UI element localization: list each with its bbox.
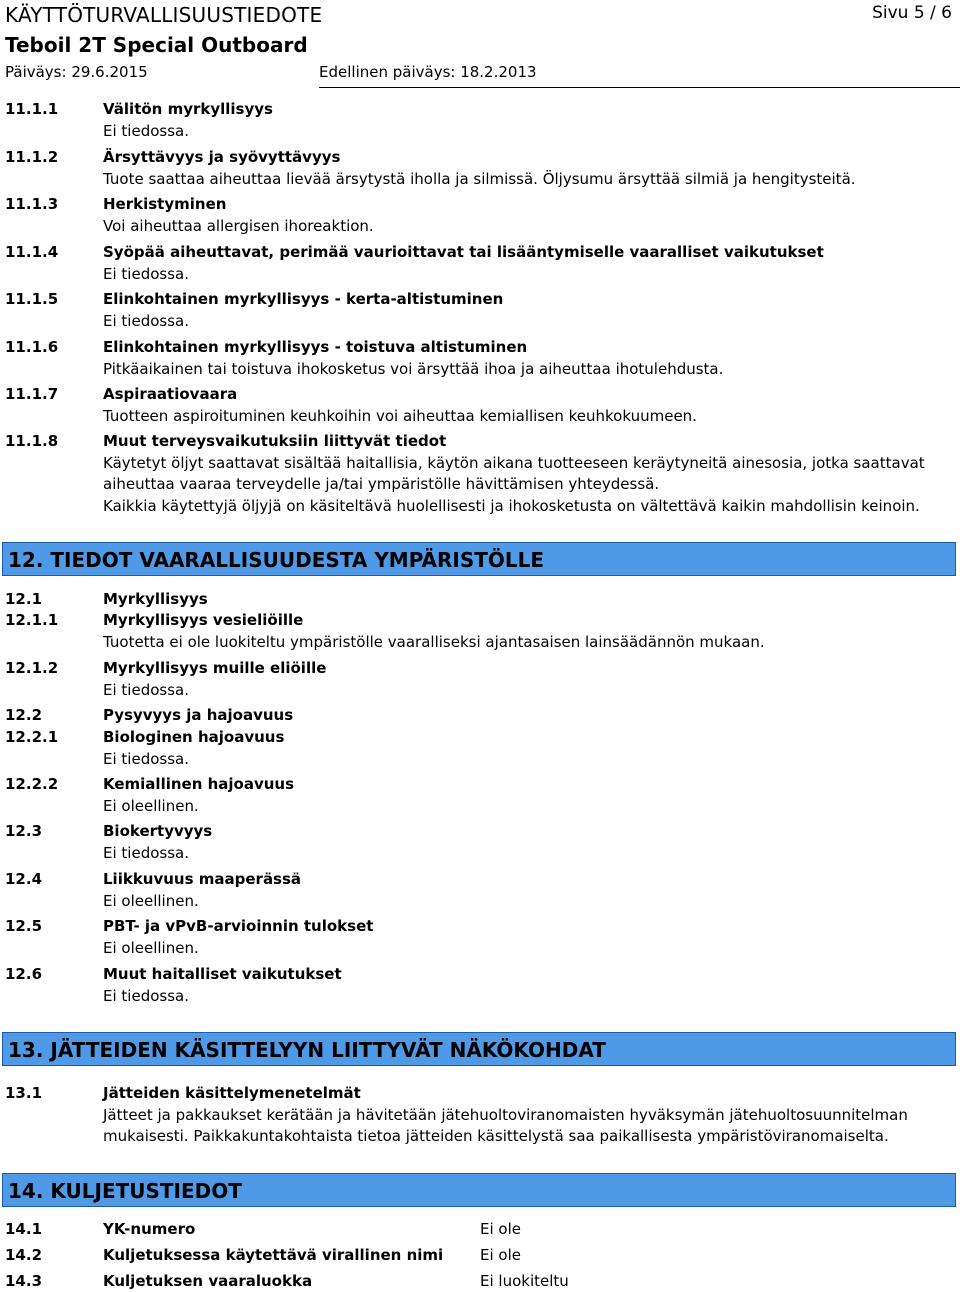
subsection-number: 12.2.1 [5, 728, 59, 746]
subsection-text: Pitkäaikainen tai toistuva ihokosketus voi ärsyttää ihoa ja aiheuttaa ihotulehdusta. [103, 359, 724, 378]
subsection-text: Ei tiedossa. [103, 680, 189, 699]
subsection-11-1-7 [5, 384, 955, 427]
row-label: YK-numero [103, 1220, 196, 1238]
row-value: Ei ole [480, 1246, 521, 1264]
row-label: Kuljetuksessa käytettävä virallinen nimi [103, 1246, 444, 1264]
subsection-text: Ei oleellinen. [103, 796, 199, 815]
subsection-text: aiheuttaa vaaraa terveydelle ja/tai ympäristölle hävittämisen yhteydessä. [103, 475, 660, 493]
row-number: 14.2 [5, 1246, 43, 1264]
subsection-number: 12.1.1 [5, 611, 59, 629]
subsection-heading: Välitön myrkyllisyys [103, 100, 273, 118]
subsection-heading: Ärsyttävyys ja syövyttävyys [103, 148, 341, 166]
subsection-number: 13.1 [5, 1084, 43, 1102]
subsection-12-5 [5, 916, 955, 959]
subsection-text: Tuotteen aspiroituminen keuhkoihin voi aiheuttaa kemiallisen keuhkokuumeen. [103, 406, 697, 425]
subsection-11-1-8 [5, 431, 955, 517]
subsection-12-4 [5, 869, 955, 912]
subsection-text: Ei tiedossa. [103, 986, 189, 1005]
subsection-12-1 [5, 589, 955, 611]
product-name: Teboil 2T Special Outboard [5, 33, 308, 57]
subsection-number: 11.1.3 [5, 195, 59, 213]
subsection-13-1 [5, 1083, 955, 1148]
row-number: 14.1 [5, 1220, 43, 1238]
subsection-text: Kaikkia käytettyjä öljyjä on käsiteltävä huolellisesti ja ihokosketusta on vältettävä kaikin mahdollisin keinoin. [103, 496, 920, 515]
subsection-heading: Herkistyminen [103, 195, 227, 213]
subsection-heading: Aspiraatiovaara [103, 385, 238, 403]
subsection-12-1-2 [5, 658, 955, 701]
subsection-text: Tuotetta ei ole luokiteltu ympäristölle vaaralliseksi ajantasaisen lainsäädännön mukaan. [103, 632, 765, 651]
row-label: Kuljetuksen vaaraluokka [103, 1272, 313, 1290]
subsection-text: Tuote saattaa aiheuttaa lievää ärsytystä iholla ja silmissä. Öljysumu ärsyttää silmiä ja hengitysteitä. [103, 169, 856, 188]
subsection-11-1-6 [5, 337, 955, 380]
subsection-heading: Biologinen hajoavuus [103, 728, 285, 746]
subsection-heading: Syöpää aiheuttavat, perimää vaurioittavat tai lisääntymiselle vaaralliset vaikutukset [103, 243, 824, 261]
row-value: Ei ole [480, 1220, 521, 1238]
subsection-number: 11.1.8 [5, 432, 59, 450]
section-13-banner: 13. JÄTTEIDEN KÄSITTELYYN LIITTYVÄT NÄKÖKOHDAT [2, 1032, 956, 1066]
subsection-number: 11.1.2 [5, 148, 59, 166]
page-number: Sivu 5 / 6 [872, 3, 952, 23]
subsection-12-2-1 [5, 727, 955, 770]
subsection-heading: Myrkyllisyys muille eliöille [103, 659, 327, 677]
document-type: KÄYTTÖTURVALLISUUSTIEDOTE [5, 3, 323, 27]
subsection-12-3 [5, 821, 955, 864]
subsection-number: 12.1.2 [5, 659, 59, 677]
subsection-11-1-2 [5, 147, 955, 190]
subsection-number: 11.1.1 [5, 100, 59, 118]
row-number: 14.3 [5, 1272, 43, 1290]
subsection-text: Ei tiedossa. [103, 264, 189, 283]
subsection-text: Jätteet ja pakkaukset kerätään ja hävitetään jätehuoltoviranomaisten hyväksymän jätehuoltosuunnitelman [103, 1105, 908, 1124]
subsection-12-1-1 [5, 610, 955, 653]
subsection-text: mukaisesti. Paikkakuntakohtaista tietoa jätteiden käsittelystä saa paikallisesta ympäristöviranomaiselta. [103, 1127, 889, 1145]
subsection-number: 12.3 [5, 822, 43, 840]
subsection-number: 11.1.7 [5, 385, 59, 403]
subsection-text: Ei tiedossa. [103, 749, 189, 768]
subsection-heading: Myrkyllisyys vesieliöille [103, 611, 304, 629]
subsection-heading: Myrkyllisyys [103, 590, 208, 608]
subsection-text: Ei tiedossa. [103, 311, 189, 330]
subsection-text: Ei oleellinen. [103, 938, 199, 957]
subsection-number: 12.6 [5, 965, 43, 983]
subsection-number: 11.1.4 [5, 243, 59, 261]
subsection-heading: Muut terveysvaikutuksiin liittyvät tiedot [103, 432, 447, 450]
subsection-number: 12.4 [5, 870, 43, 888]
subsection-text: Ei oleellinen. [103, 891, 199, 910]
subsection-heading: Jätteiden käsittelymenetelmät [103, 1084, 361, 1102]
subsection-number: 12.2 [5, 706, 43, 724]
subsection-text: Ei tiedossa. [103, 121, 189, 140]
subsection-heading: Kemiallinen hajoavuus [103, 775, 295, 793]
subsection-number: 11.1.5 [5, 290, 59, 308]
previous-revision-date: Edellinen päiväys: 18.2.2013 [319, 63, 537, 81]
subsection-11-1-1 [5, 99, 955, 142]
header-divider [319, 87, 960, 88]
subsection-text: Käytetyt öljyt saattavat sisältää haitallisia, käytön aikana tuotteeseen keräytyneitä ainesosia, jotka saattavat [103, 453, 925, 472]
subsection-heading: PBT- ja vPvB-arvioinnin tulokset [103, 917, 374, 935]
row-value: Ei luokiteltu [480, 1272, 569, 1290]
subsection-number: 12.1 [5, 590, 43, 608]
subsection-11-1-4 [5, 242, 955, 285]
revision-date: Päiväys: 29.6.2015 [5, 63, 148, 81]
subsection-12-2-2 [5, 774, 955, 817]
section-14-banner: 14. KULJETUSTIEDOT [2, 1173, 956, 1207]
section-12-banner: 12. TIEDOT VAARALLISUUDESTA YMPÄRISTÖLLE [2, 542, 956, 576]
subsection-heading: Muut haitalliset vaikutukset [103, 965, 342, 983]
subsection-11-1-5 [5, 289, 955, 332]
subsection-12-2 [5, 705, 955, 727]
subsection-text: Ei tiedossa. [103, 843, 189, 862]
subsection-heading: Liikkuvuus maaperässä [103, 870, 302, 888]
subsection-heading: Biokertyvyys [103, 822, 213, 840]
subsection-number: 11.1.6 [5, 338, 59, 356]
subsection-number: 12.2.2 [5, 775, 59, 793]
subsection-heading: Elinkohtainen myrkyllisyys - toistuva altistuminen [103, 338, 528, 356]
subsection-12-6 [5, 964, 955, 1007]
subsection-heading: Elinkohtainen myrkyllisyys - kerta-altistuminen [103, 290, 504, 308]
subsection-heading: Pysyvyys ja hajoavuus [103, 706, 294, 724]
subsection-text: Voi aiheuttaa allergisen ihoreaktion. [103, 216, 374, 235]
subsection-11-1-3 [5, 194, 955, 237]
subsection-number: 12.5 [5, 917, 43, 935]
